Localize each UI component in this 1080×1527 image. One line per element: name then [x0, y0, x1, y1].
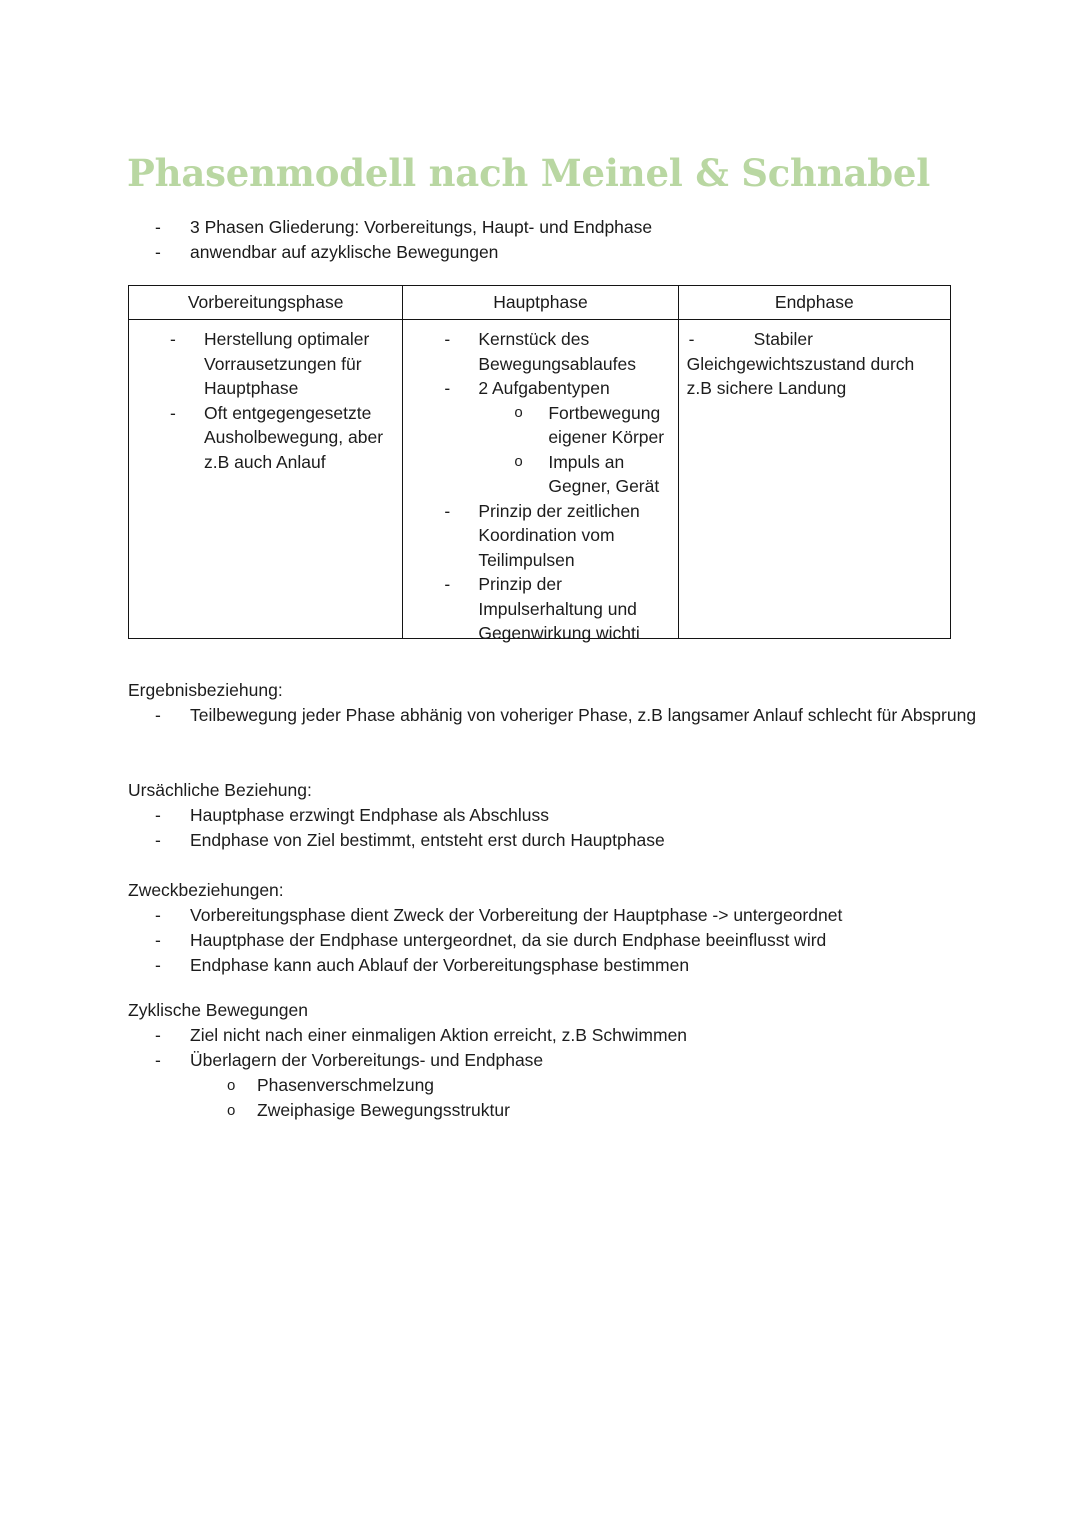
list-item-label: Stabiler Gleichgewichtszustand durch z.B sichere Landung	[686, 329, 915, 398]
list-item-label: Oft entgegengesetzte Ausholbewegung, aber z.B auch Anlauf	[204, 402, 384, 472]
section-heading-ergebnisbeziehung: Ergebnisbeziehung:	[128, 680, 283, 700]
list-item-label: Endphase von Ziel bestimmt, entsteht erst durch Hauptphase	[190, 830, 665, 850]
list-item-label: Prinzip der Impulserhaltung und Gegenwirkung wichti	[478, 574, 640, 643]
bullet-dash-icon: -	[155, 905, 161, 925]
page-title: Phasenmodell nach Meinel & Schnabel	[127, 150, 931, 195]
sub-list-item-label: Fortbewegung eigener Körper	[548, 402, 665, 447]
list-item-label: Überlagern der Vorbereitungs- und Endphase	[190, 1050, 544, 1070]
list-item	[137, 401, 394, 475]
bullet-dash-icon: -	[444, 500, 451, 521]
bullet-dash-icon: -	[444, 329, 451, 349]
bullet-dash-icon: -	[688, 329, 695, 349]
bullet-dash-icon: -	[170, 329, 176, 349]
list-item	[128, 953, 1008, 978]
bullet-dash-icon: -	[170, 402, 176, 423]
list-item-label: Kernstück des Bewegungsablaufes	[478, 329, 636, 374]
list-item	[411, 572, 669, 646]
list-item	[137, 327, 394, 401]
sub-list-item	[411, 450, 669, 499]
list-item-label: 3 Phasen Gliederung: Vorbereitungs, Haupt- und Endphase	[190, 217, 653, 237]
list-item-label: 2 Aufgabentypen	[478, 378, 610, 398]
list-item-label: Herstellung optimaler Vorrausetzungen für Hauptphase	[204, 329, 370, 398]
table-cell-endphase	[678, 320, 950, 639]
table-cell-vorbereitungsphase	[129, 320, 403, 639]
phase-table	[128, 285, 951, 643]
table-column-header-hauptphase: Hauptphase	[403, 286, 678, 320]
list-item	[687, 327, 942, 401]
list-item-label: Teilbewegung jeder Phase abhänig von voheriger Phase, z.B langsamer Anlauf schlecht für Absprung	[190, 705, 977, 725]
list-item	[128, 1023, 1008, 1048]
list-item-label: Ziel nicht nach einer einmaligen Aktion erreicht, z.B Schwimmen	[190, 1025, 688, 1045]
table-cell-hauptphase	[403, 320, 678, 643]
list-item-label: anwendbar auf azyklische Bewegungen	[190, 242, 499, 262]
list-item	[128, 703, 1008, 728]
list-item	[128, 803, 1008, 828]
bullet-dash-icon: -	[155, 805, 161, 825]
list-item	[128, 903, 1008, 928]
list-item-label: Hauptphase der Endphase untergeordnet, da sie durch Endphase beeinflusst wird	[190, 930, 827, 950]
bullet-dash-icon: -	[155, 830, 161, 850]
sub-list-item-label: Phasenverschmelzung	[257, 1075, 435, 1095]
list-item-label: Vorbereitungsphase dient Zweck der Vorbereitung der Hauptphase -> untergeordnet	[190, 905, 843, 925]
list-item	[128, 928, 1008, 953]
sub-list-item-label: Impuls an Gegner, Gerät	[548, 451, 660, 496]
list-item-label: Prinzip der zeitlichen Koordination vom Teilimpulsen	[478, 500, 640, 570]
list-item-label: Hauptphase erzwingt Endphase als Abschluss	[190, 805, 549, 825]
section-heading-ursaechliche-beziehung: Ursächliche Beziehung:	[128, 780, 312, 800]
list-item-label: Endphase kann auch Ablauf der Vorbereitungsphase bestimmen	[190, 955, 690, 975]
list-item	[128, 240, 1008, 265]
table-column-header-vorbereitungsphase: Vorbereitungsphase	[129, 286, 403, 320]
bullet-dash-icon: -	[155, 242, 161, 262]
bullet-dash-icon: -	[155, 1050, 161, 1070]
sub-list-item-label: Zweiphasige Bewegungsstruktur	[257, 1100, 510, 1120]
bullet-dash-icon: -	[444, 574, 451, 594]
list-item	[128, 828, 1008, 853]
table-column-header-endphase: Endphase	[678, 286, 950, 320]
list-item	[128, 1048, 1008, 1073]
sub-list-item	[128, 1098, 1008, 1123]
section-heading-zweckbeziehungen: Zweckbeziehungen:	[128, 880, 284, 900]
bullet-dash-icon: -	[155, 705, 161, 725]
list-item	[411, 327, 669, 376]
bullet-dash-icon: -	[444, 378, 451, 398]
bullet-circle-icon: o	[514, 452, 523, 470]
list-item	[411, 499, 669, 573]
bullet-circle-icon: o	[514, 403, 523, 421]
bullet-dash-icon: -	[155, 217, 161, 237]
bullet-dash-icon: -	[155, 955, 161, 975]
list-item	[128, 215, 1008, 240]
bullet-dash-icon: -	[155, 1025, 161, 1045]
bullet-circle-icon: o	[227, 1102, 236, 1119]
bullet-circle-icon: o	[227, 1077, 236, 1094]
sub-list-item	[411, 401, 669, 450]
list-item	[411, 376, 669, 401]
sub-list-item	[128, 1073, 1008, 1098]
section-heading-zyklische-bewegungen: Zyklische Bewegungen	[128, 1000, 308, 1020]
table-header-row	[129, 286, 951, 320]
table-row	[129, 320, 951, 639]
bullet-dash-icon: -	[155, 930, 161, 950]
